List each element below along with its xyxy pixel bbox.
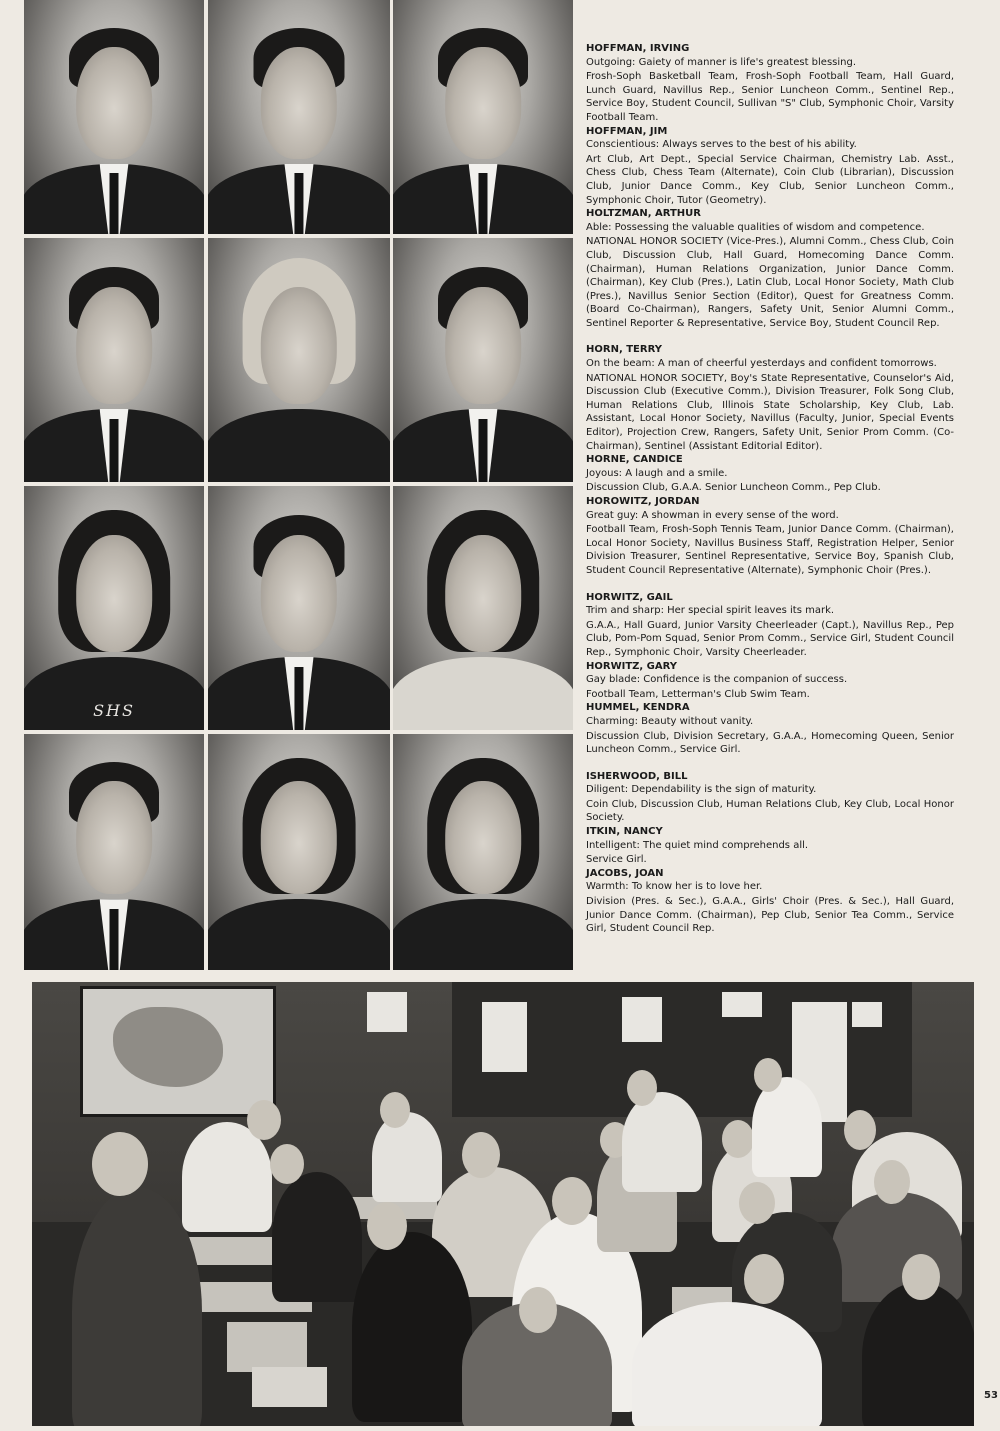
entry-name: JACOBS, JOAN — [586, 867, 664, 879]
portrait-holtzman-arthur — [393, 0, 573, 234]
wall-paper — [622, 997, 662, 1042]
student — [862, 1282, 974, 1426]
desk — [227, 1322, 307, 1372]
entry-quote: Conscientious: Always serves to the best of his ability. — [586, 139, 857, 151]
entry-quote: Joyous: A laugh and a smile. — [586, 467, 728, 479]
entry-activities: G.A.A., Hall Guard, Junior Varsity Cheerleader (Capt.), Navillus Rep., Pep Club, Pom-Pom Squad, Senior Prom Comm., Service Girl, Student Council Rep., Symphonic Choir, Varsity Cheerleader. — [586, 619, 954, 658]
entry-quote: Warmth: To know her is to love her. — [586, 881, 763, 893]
student-face — [844, 1110, 876, 1150]
entry-name: HORN, TERRY — [586, 344, 662, 356]
entry-name: HOLTZMAN, ARTHUR — [586, 208, 701, 220]
sweater-monogram: SHS — [93, 701, 135, 720]
student — [752, 1077, 822, 1177]
entry-horn-terry — [586, 343, 954, 453]
student — [352, 1232, 472, 1422]
portrait-hoffman-jim — [208, 0, 390, 234]
entry-activities: Football Team, Frosh-Soph Tennis Team, Junior Dance Comm. (Chairman), Local Honor Society, Navillus Business Staff, Registration Helper, Senior Division Treasurer, Sentinel Representative, Service Boy, Spanish Club, Student Council Representative (Alternate), Symphonic Choir (Pres.). — [586, 524, 954, 576]
entry-name: HORWITZ, GAIL — [586, 591, 673, 603]
entry-activities: NATIONAL HONOR SOCIETY, Boy's State Representative, Counselor's Aid, Discussion Club (Executive Comm.), Division Treasurer, Folk Song Club, Human Relations Club, Illinois State Scholarship, Key Club, Lab. Assistant, Local Honor Society, Navillus (Faculty, Junior, Special Events Editor), Projection Crew, Rangers, Safety Unit, Senior Prom Comm. (Co-Chairman), Sentinel (Assistant Editorial Editor). — [586, 372, 954, 452]
entry-quote: Intelligent: The quiet mind comprehends all. — [586, 839, 809, 851]
entry-quote: Outgoing: Gaiety of manner is life's greatest blessing. — [586, 56, 857, 68]
portrait-hoffman-irving — [24, 0, 204, 234]
wall-paper — [367, 992, 407, 1032]
entry-quote: Charming: Beauty without vanity. — [586, 715, 754, 727]
biography-column — [586, 42, 954, 936]
student — [622, 1092, 702, 1192]
entry-activities: Discussion Club, Division Secretary, G.A.A., Homecoming Queen, Senior Luncheon Comm., Service Girl. — [586, 730, 954, 756]
page-number: 53 — [984, 1390, 998, 1401]
entry-activities: Service Girl. — [586, 854, 647, 866]
entry-name: ITKIN, NANCY — [586, 826, 663, 838]
student-face — [754, 1058, 782, 1092]
portrait-horn-terry — [24, 238, 204, 482]
entry-horowitz-jordan — [586, 495, 954, 578]
portrait-horwitz-gail — [24, 486, 204, 730]
entry-name: ISHERWOOD, BILL — [586, 770, 688, 782]
entry-quote: On the beam: A man of cheerful yesterdays and confident tomorrows. — [586, 358, 937, 370]
entry-name: HOFFMAN, JIM — [586, 125, 668, 137]
entry-activities: Art Club, Art Dept., Special Service Chairman, Chemistry Lab. Asst., Chess Club, Chess Team (Alternate), Coin Club (Librarian), Discussion Club, Junior Dance Comm., Key Club, Senior Luncheon Comm., Symphonic Choir, Tutor (Geometry). — [586, 153, 954, 206]
entry-name: HORNE, CANDICE — [586, 454, 683, 466]
entry-quote: Great guy: A showman in every sense of the word. — [586, 509, 839, 521]
student-face — [519, 1287, 557, 1333]
student-face — [552, 1177, 592, 1225]
entry-hoffman-irving — [586, 42, 954, 125]
entry-activities: Discussion Club, G.A.A. Senior Luncheon Comm., Pep Club. — [586, 482, 881, 494]
entry-quote: Diligent: Dependability is the sign of maturity. — [586, 784, 817, 796]
portrait-horowitz-jordan — [393, 238, 573, 482]
student-face — [627, 1070, 657, 1106]
entry-jacobs-joan — [586, 867, 954, 936]
student-face — [247, 1100, 281, 1140]
entry-activities: Division (Pres. & Sec.), G.A.A., Girls' Choir (Pres. & Sec.), Hall Guard, Junior Dance Comm. (Chairman), Pep Club, Senior Tea Comm., Service Girl, Student Council Rep. — [586, 896, 954, 935]
entry-quote: Gay blade: Confidence is the companion of success. — [586, 674, 848, 686]
entry-horwitz-gary — [586, 660, 954, 702]
stack-of-books — [252, 1367, 327, 1407]
student — [632, 1302, 822, 1426]
entry-horne-candice — [586, 453, 954, 495]
entry-holtzman-arthur — [586, 207, 954, 330]
student-face — [367, 1202, 407, 1250]
student — [272, 1172, 362, 1302]
entry-activities: Football Team, Letterman's Club Swim Team. — [586, 688, 810, 700]
entry-name: HOFFMAN, IRVING — [586, 43, 690, 54]
portrait-horwitz-gary — [208, 486, 390, 730]
student-face — [902, 1254, 940, 1300]
student-face — [380, 1092, 410, 1128]
student-face — [744, 1254, 784, 1304]
portrait-isherwood-bill — [24, 734, 204, 970]
teacher-face — [92, 1132, 148, 1196]
portrait-hummel-kendra — [393, 486, 573, 730]
entry-name: HUMMEL, KENDRA — [586, 702, 690, 714]
entry-activities: Coin Club, Discussion Club, Human Relations Club, Key Club, Local Honor Society. — [586, 798, 954, 824]
portrait-horne-candice — [208, 238, 390, 482]
student-face — [270, 1144, 304, 1184]
entry-horwitz-gail — [586, 591, 954, 660]
entry-activities: NATIONAL HONOR SOCIETY (Vice-Pres.), Alumni Comm., Chess Club, Coin Club, Discussion Club, Hall Guard, Homecoming Dance Comm. (Chairman), Human Relations Organization, Junior Dance Comm. (Chairman), Key Club (Pres.), Latin Club, Local Honor Society, Math Club (Pres.), Navillus Senior Section (Editor), Quest for Greatness Comm. (Board Co-Chairman), Rangers, Safety Unit, Senior Alumni Comm., Sentinel Reporter & Representative, Service Boy, Student Council Rep. — [586, 236, 954, 329]
student-face — [722, 1120, 754, 1158]
wall-paper — [722, 992, 762, 1017]
wall-paper — [852, 1002, 882, 1027]
student — [832, 1192, 962, 1302]
student-face — [874, 1160, 910, 1204]
entry-itkin-nancy — [586, 825, 954, 867]
wall-paper — [482, 1002, 527, 1072]
classroom-photo — [32, 982, 974, 1426]
portrait-jacobs-joan — [393, 734, 573, 970]
entry-name: HORWITZ, GARY — [586, 660, 678, 672]
wall-map — [80, 986, 276, 1117]
student — [372, 1112, 442, 1202]
entry-isherwood-bill — [586, 770, 954, 825]
portrait-itkin-nancy — [208, 734, 390, 970]
student-face — [462, 1132, 500, 1178]
entry-quote: Able: Possessing the valuable qualities of wisdom and competence. — [586, 221, 925, 233]
entry-hummel-kendra — [586, 701, 954, 756]
entry-quote: Trim and sharp: Her special spirit leaves its mark. — [586, 605, 835, 617]
entry-activities: Frosh-Soph Basketball Team, Frosh-Soph Football Team, Hall Guard, Lunch Guard, Navillus Rep., Senior Luncheon Comm., Sentinel Rep., Service Boy, Student Council, Sullivan "S" Club, Symphonic Choir, Varsity Football Team. — [586, 71, 954, 123]
student-face — [739, 1182, 775, 1224]
entry-name: HOROWITZ, JORDAN — [586, 496, 700, 507]
entry-hoffman-jim — [586, 125, 954, 208]
